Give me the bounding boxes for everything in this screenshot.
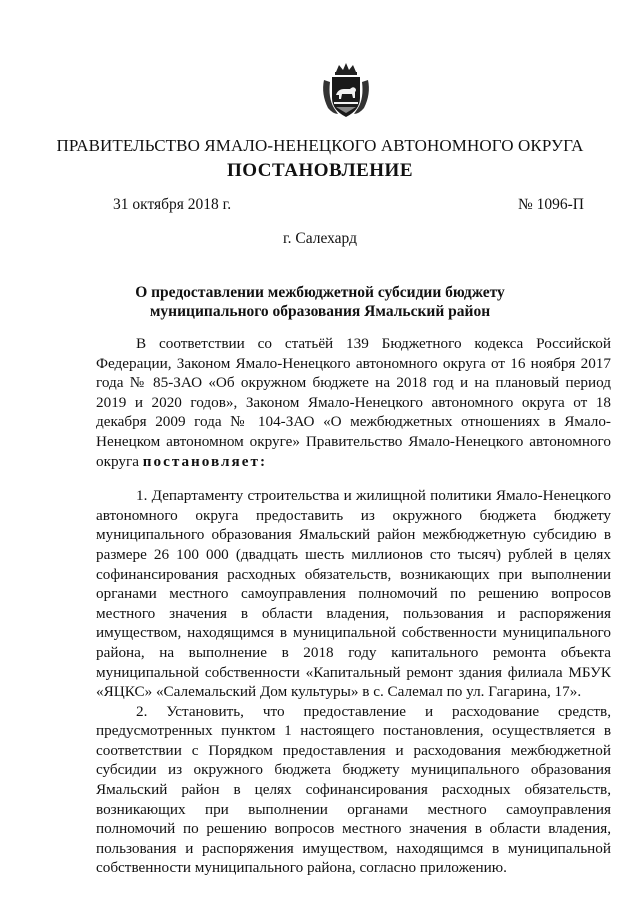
coat-of-arms-emblem: [320, 62, 372, 120]
preamble-text: В соответствии со статьёй 139 Бюджетного кодекса Российской Федерации, Законом Ямало-Ненецкого автономного округа от 16 ноября 2017 года № 85-ЗАО «Об окружном бюджете на 2018 год и на плановый период 2019 и 2020 годов», Законом Ямало-Ненецкого автономного округа от 18 декабря 2009 года № 104-ЗАО «О межбюджетных отношениях в Ямало-Ненецком автономном округе» Правительство Ямало-Ненецкого автономного округа: [96, 335, 611, 470]
document-body: [96, 334, 611, 878]
preamble-paragraph: [96, 334, 611, 471]
item-1-paragraph: 1. Департаменту строительства и жилищной политики Ямало-Ненецкого автономного округа предоставить из окружного бюджета бюджету муниципального образования Ямальский район межбюджетную субсидию в размере 26 100 000 (двадцать шесть миллионов сто тысяч) рублей в целях софинансирования расходных обязательств, возникающих при выполнении органами местного самоуправления полномочий по решению вопросов местного значения в области владения, пользования и распоряжения имуществом, находящимся в муниципальной собственности муниципального района, на выполнение в 2018 году капитального ремонта объекта муниципальной собственности «Капитальный ремонт здания филиала МБУК «ЯЦКС» «Салемальский Дом культуры» в с. Салемал по ул. Гагарина, 17».: [96, 487, 611, 701]
document-number: № 1096-П: [517, 196, 584, 213]
item-2-paragraph: 2. Установить, что предоставление и расходование средств, предусмотренных пунктом 1 настоящего постановления, осуществляется в соответствии с Порядком предоставления и расходования межбюджетной субсидии из окружного бюджета бюджету муниципального образования Ямальский район в целях софинансирования расходных обязательств, возникающих при выполнении органами местного самоуправления полномочий по решению вопросов местного значения в области владения, пользования и распоряжения имуществом, находящимся в муниципальной собственности муниципального района, согласно приложению.: [96, 702, 611, 877]
document-date: 31 октября 2018 г.: [113, 196, 232, 213]
title-line-1: О предоставлении межбюджетной субсидии бюджету: [135, 284, 505, 301]
document-city: г. Салехард: [283, 230, 357, 247]
document-type: ПОСТАНОВЛЕНИЕ: [226, 160, 414, 181]
government-name: ПРАВИТЕЛЬСТВО ЯМАЛО-НЕНЕЦКОГО АВТОНОМНОГО ОКРУГА: [56, 136, 584, 155]
title-line-2: муниципального образования Ямальский район: [149, 303, 491, 320]
document-title: [0, 283, 640, 321]
resolves-keyword: постановляет:: [142, 452, 268, 470]
